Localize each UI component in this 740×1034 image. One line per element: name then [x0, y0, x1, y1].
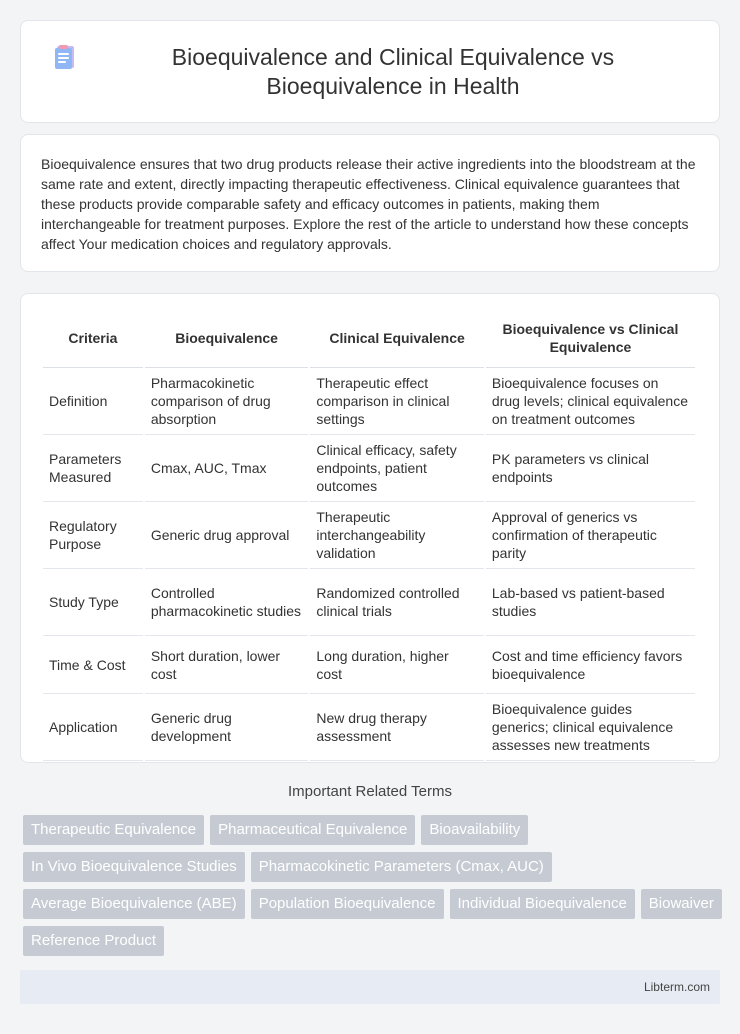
cell-clinical-equivalence: Therapeutic interchangeability validation [310, 502, 484, 569]
header-card [20, 20, 720, 123]
header-comparison: Bioequivalence vs Clinical Equivalence [486, 308, 695, 368]
intro-paragraph: Bioequivalence ensures that two drug products release their active ingredients into the bloodstream at the same rate and extent, directly impacting therapeutic effectiveness. Clinical equivalence guarantees that these products provide comparable safety and efficacy outcomes in patients, making them interchangeable for treatment purposes. Explore the rest of the article to understand how these concepts affect Your medication choices and regulatory approvals. [41, 156, 696, 252]
cell-bioequivalence: Generic drug development [145, 694, 309, 761]
tag-biowaiver[interactable]: Biowaiver [641, 889, 722, 919]
cell-bioequivalence: Generic drug approval [145, 502, 309, 569]
header-clinical-equivalence: Clinical Equivalence [310, 308, 484, 368]
row-label: Regulatory Purpose [43, 502, 143, 569]
cell-comparison: Cost and time efficiency favors bioequivalence [486, 636, 695, 694]
cell-clinical-equivalence: Therapeutic effect comparison in clinical settings [310, 368, 484, 435]
tag-reference-product[interactable]: Reference Product [23, 926, 164, 956]
tag-pharmaceutical-equivalence[interactable]: Pharmaceutical Equivalence [210, 815, 415, 845]
cell-clinical-equivalence: Clinical efficacy, safety endpoints, patient outcomes [310, 435, 484, 502]
header-criteria: Criteria [43, 308, 143, 368]
cell-bioequivalence: Controlled pharmacokinetic studies [145, 569, 309, 636]
footer-site-link[interactable]: Libterm.com [643, 980, 710, 994]
table-row [43, 636, 695, 694]
cell-comparison: PK parameters vs clinical endpoints [486, 435, 695, 502]
cell-clinical-equivalence: Randomized controlled clinical trials [310, 569, 484, 636]
row-label: Definition [43, 368, 143, 435]
comparison-table [41, 308, 697, 761]
related-terms-tags [23, 815, 723, 956]
row-label: Parameters Measured [43, 435, 143, 502]
tag-individual-bioequivalence[interactable]: Individual Bioequivalence [450, 889, 635, 919]
cell-clinical-equivalence: New drug therapy assessment [310, 694, 484, 761]
tag-in-vivo-bioequivalence-studies[interactable]: In Vivo Bioequivalence Studies [23, 852, 245, 882]
document-icon [51, 43, 79, 71]
cell-bioequivalence: Short duration, lower cost [145, 636, 309, 694]
row-label: Application [43, 694, 143, 761]
row-label: Study Type [43, 569, 143, 636]
header-bioequivalence: Bioequivalence [145, 308, 309, 368]
related-terms-title: Important Related Terms [288, 783, 452, 800]
table-row [43, 694, 695, 761]
row-label: Time & Cost [43, 636, 143, 694]
table-row [43, 569, 695, 636]
cell-bioequivalence: Pharmacokinetic comparison of drug absorption [145, 368, 309, 435]
cell-clinical-equivalence: Long duration, higher cost [310, 636, 484, 694]
tag-average-bioequivalence[interactable]: Average Bioequivalence (ABE) [23, 889, 245, 919]
tag-therapeutic-equivalence[interactable]: Therapeutic Equivalence [23, 815, 204, 845]
comparison-table-card [20, 293, 720, 763]
table-row [43, 368, 695, 435]
page-title: Bioequivalence and Clinical Equivalence vs Bioequivalence in Health [171, 43, 615, 99]
cell-comparison: Bioequivalence focuses on drug levels; clinical equivalence on treatment outcomes [486, 368, 695, 435]
tag-bioavailability[interactable]: Bioavailability [421, 815, 528, 845]
intro-card [20, 134, 720, 272]
cell-comparison: Bioequivalence guides generics; clinical equivalence assesses new treatments [486, 694, 695, 761]
tag-population-bioequivalence[interactable]: Population Bioequivalence [251, 889, 444, 919]
table-row [43, 502, 695, 569]
table-row [43, 435, 695, 502]
table-header-row [43, 308, 695, 368]
cell-comparison: Approval of generics vs confirmation of therapeutic parity [486, 502, 695, 569]
cell-comparison: Lab-based vs patient-based studies [486, 569, 695, 636]
cell-bioequivalence: Cmax, AUC, Tmax [145, 435, 309, 502]
tag-pharmacokinetic-parameters[interactable]: Pharmacokinetic Parameters (Cmax, AUC) [251, 852, 552, 882]
footer [20, 970, 720, 1004]
